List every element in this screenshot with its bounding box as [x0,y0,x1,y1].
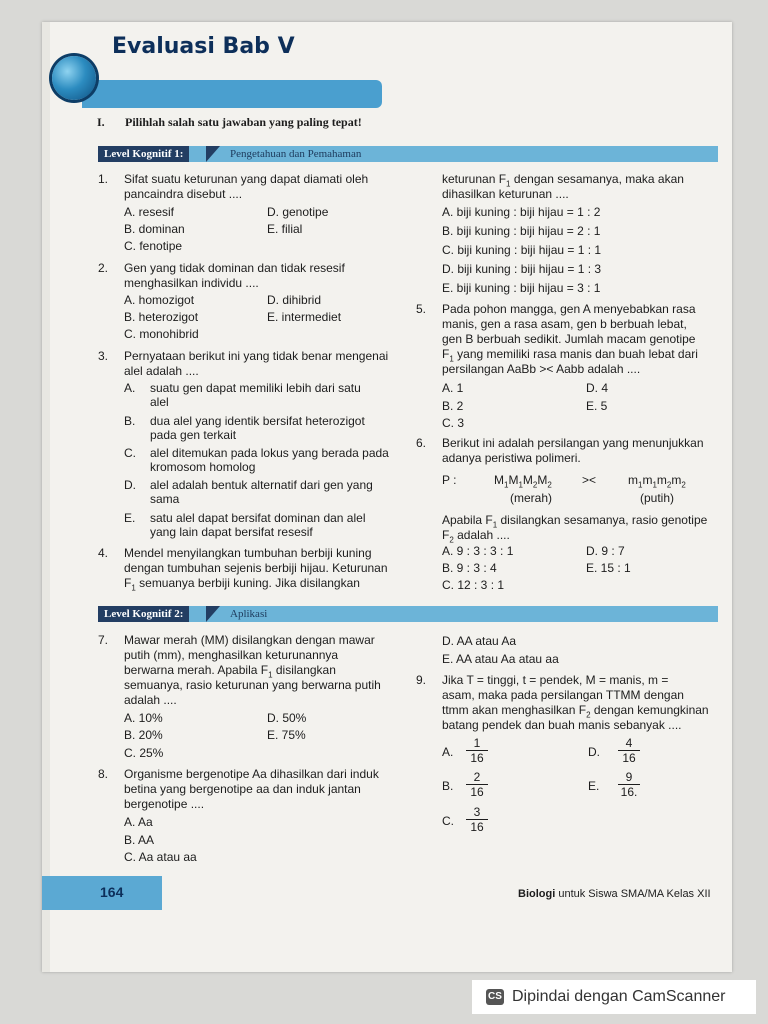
option-c[interactable]: C. [442,814,454,828]
level-subtitle: Pengetahuan dan Pemahaman [230,148,362,160]
camscanner-logo-icon: CS [486,989,504,1005]
option-c[interactable]: C. 12 : 3 : 1 [442,578,505,592]
option-b[interactable]: B. dominan [124,222,185,236]
option-b[interactable]: B. 2 [442,399,464,413]
page-edge [42,22,50,972]
camscanner-text: Dipindai dengan CamScanner [512,988,726,1005]
option-b[interactable]: B. AA [124,833,155,847]
option-a[interactable]: A. resesif [124,205,175,219]
level-subtitle: Aplikasi [230,608,268,620]
option-c[interactable]: C. biji kuning : biji hijau = 1 : 1 [442,243,602,257]
option-b[interactable]: B. heterozigot [124,310,199,324]
option-d[interactable]: D. 9 : 7 [586,544,625,558]
option-d[interactable]: D. dihibrid [267,293,322,307]
camscanner-watermark [472,980,756,1014]
parent-genotype-red: $M_1M_1M_2M_2$ [494,473,552,490]
option-b[interactable]: B. [442,779,454,793]
book-title: Biologi untuk Siswa SMA/MA Kelas XII [518,888,711,900]
option-b[interactable]: dua alel yang identik bersifat heterozigot [150,414,365,428]
title-bar [82,80,382,108]
option-c[interactable]: C. fenotipe [124,239,183,253]
option-a[interactable]: A. 10% [124,711,163,725]
option-d[interactable]: D. 50% [267,711,307,725]
section-instruction: I. Pilihlah salah satu jawaban yang paling tepat! [97,115,362,129]
level-bar-2 [98,606,718,622]
option-a[interactable]: A. [442,745,454,759]
parent-genotype-white: $m_1m_1m_2m_2$ [628,473,686,490]
option-c[interactable]: C. 25% [124,746,164,760]
page-number: 164 [100,884,124,900]
option-a[interactable]: A. 9 : 3 : 3 : 1 [442,544,514,558]
globe-icon [52,56,96,100]
option-d[interactable]: D. [588,745,600,759]
option-d[interactable]: D. genotipe [267,205,329,219]
option-c[interactable]: C. Aa atau aa [124,850,197,864]
option-c[interactable]: C. monohibrid [124,327,199,341]
option-a[interactable]: A. homozigot [124,293,195,307]
option-a[interactable]: suatu gen dapat memiliki lebih dari satu [150,381,361,395]
fraction-a: $\frac{1}{16}$ [466,736,488,765]
option-e[interactable]: E. 5 [586,399,608,413]
option-b[interactable]: B. 9 : 3 : 4 [442,561,497,575]
option-a[interactable]: A. biji kuning : biji hijau = 1 : 2 [442,205,601,219]
fraction-d: $\frac{4}{16}$ [618,736,640,765]
option-a[interactable]: A. Aa [124,815,153,829]
fraction-b: $\frac{2}{16}$ [466,770,488,799]
option-b[interactable]: B. 20% [124,728,163,742]
option-e[interactable]: E. filial [267,222,303,236]
option-e[interactable]: E. 15 : 1 [586,561,631,575]
page-sheet [42,22,732,972]
option-c[interactable]: C. 3 [442,416,465,430]
option-d[interactable]: D. biji kuning : biji hijau = 1 : 3 [442,262,602,276]
chapter-title: Evaluasi Bab V [112,34,295,59]
level-label: Level Kognitif 2: [98,606,189,622]
option-a[interactable]: A. 1 [442,381,464,395]
option-e[interactable]: satu alel dapat bersifat dominan dan alel [150,511,366,525]
option-d[interactable]: D. 4 [586,381,609,395]
page-number-bar [42,876,162,910]
level-label: Level Kognitif 1: [98,146,189,162]
option-e[interactable]: E. 75% [267,728,306,742]
option-d[interactable]: D. AA atau Aa [442,634,517,648]
option-e[interactable]: E. [588,779,600,793]
fraction-c: $\frac{3}{16}$ [466,805,488,834]
option-e[interactable]: E. biji kuning : biji hijau = 3 : 1 [442,281,601,295]
option-b[interactable]: B. biji kuning : biji hijau = 2 : 1 [442,224,601,238]
option-e[interactable]: E. AA atau Aa atau aa [442,652,559,666]
option-c[interactable]: alel ditemukan pada lokus yang berada pada [150,446,389,460]
level-bar-1 [98,146,718,162]
option-e[interactable]: E. intermediet [267,310,342,324]
option-d[interactable]: alel adalah bentuk alternatif dari gen yang [150,478,373,492]
fraction-e: $\frac{9}{16.}$ [618,770,640,799]
